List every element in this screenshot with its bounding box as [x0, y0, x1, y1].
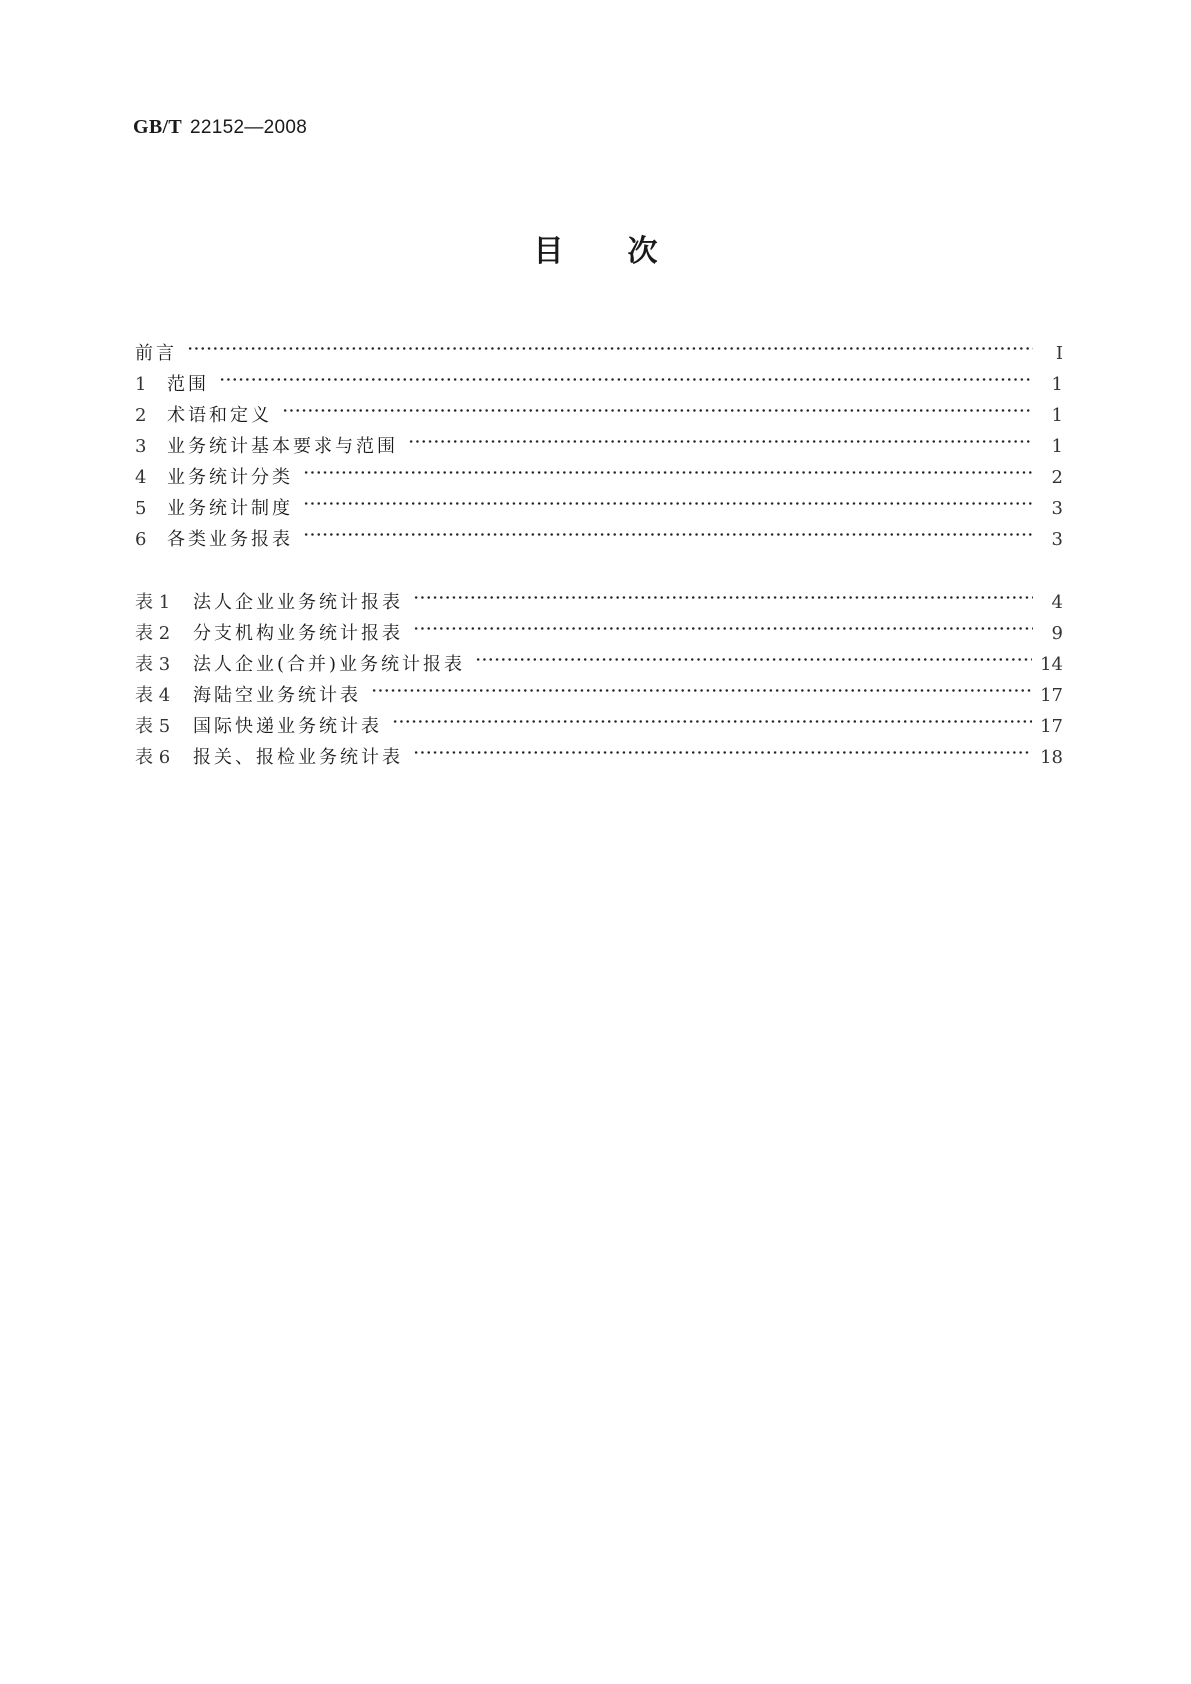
toc-entry-page: 1: [1051, 405, 1063, 426]
toc-entry-page: 17: [1040, 716, 1063, 737]
toc-entry-table-1[interactable]: [135, 577, 1063, 613]
toc-entry-number: 表 6: [135, 747, 171, 768]
toc-entry-number: 5: [135, 498, 147, 519]
toc-leader-dots: [303, 483, 1033, 514]
toc-entry-number: 4: [135, 467, 147, 488]
toc-entry-foreword[interactable]: [135, 328, 1063, 364]
toc-leader-dots: [303, 452, 1033, 483]
toc-tables-list: [135, 577, 1063, 768]
toc-leader-dots: [219, 359, 1033, 390]
toc-entry-label: 法人企业业务统计报表: [193, 592, 403, 613]
toc-leader-dots: [408, 421, 1033, 452]
toc-entry-page: 3: [1051, 529, 1063, 550]
toc-entry-label: 分支机构业务统计报表: [193, 623, 403, 644]
toc-entry-page: 14: [1040, 654, 1063, 675]
standard-header: [133, 116, 307, 139]
standard-prefix: GB/T: [133, 116, 182, 138]
toc-entry-number: 6: [135, 529, 147, 550]
toc-entry-number: 表 1: [135, 592, 171, 613]
toc-entry-label: 业务统计分类: [167, 467, 293, 488]
toc-entry-number: 表 4: [135, 685, 171, 706]
toc-leader-dots: [371, 670, 1032, 701]
page-title-char-2: 次: [627, 234, 658, 269]
toc-leader-dots: [303, 514, 1033, 545]
toc-entry-page: 3: [1051, 498, 1063, 519]
toc-entry-page: 1: [1051, 374, 1063, 395]
toc-leader-dots: [282, 390, 1033, 421]
toc-entry-page: 1: [1051, 436, 1063, 457]
toc-entry-section-1[interactable]: [135, 359, 1063, 395]
toc-entry-label: 业务统计制度: [167, 498, 293, 519]
toc-entry-label: 各类业务报表: [167, 529, 293, 550]
page-title-char-1: 目: [533, 234, 564, 269]
toc-entry-number: 2: [135, 405, 147, 426]
toc-leader-dots: [413, 732, 1032, 763]
toc-entry-page: 9: [1051, 623, 1063, 644]
toc-entry-number: 3: [135, 436, 147, 457]
toc-entry-page: I: [1055, 343, 1063, 364]
toc-entry-label: 术语和定义: [167, 405, 272, 426]
toc-entry-label: 国际快递业务统计表: [193, 716, 382, 737]
toc-leader-dots: [413, 577, 1033, 608]
page-title: [0, 226, 1191, 270]
toc-sections-list: [135, 328, 1063, 550]
toc-leader-dots: [187, 328, 1033, 359]
toc-entry-label: 业务统计基本要求与范围: [167, 436, 398, 457]
toc-entry-number: 表 3: [135, 654, 171, 675]
toc-entry-number: 表 2: [135, 623, 171, 644]
toc-entry-page: 4: [1051, 592, 1063, 613]
toc-entry-label: 海陆空业务统计表: [193, 685, 361, 706]
toc-entry-page: 2: [1051, 467, 1063, 488]
toc-entry-label: 报关、报检业务统计表: [193, 747, 403, 768]
toc-entry-label: 范围: [167, 374, 209, 395]
toc-entry-number: 1: [135, 374, 147, 395]
toc-entry-label: 前言: [135, 343, 177, 364]
toc-entry-label: 法人企业(合并)业务统计报表: [193, 654, 466, 675]
toc-leader-dots: [413, 608, 1033, 639]
toc-entry-page: 18: [1040, 747, 1063, 768]
standard-number: 22152—2008: [190, 117, 308, 138]
toc-entry-number: 表 5: [135, 716, 171, 737]
toc-leader-dots: [392, 701, 1032, 732]
toc-entry-section-3[interactable]: [135, 421, 1063, 457]
toc-leader-dots: [475, 639, 1032, 670]
toc-entry-page: 17: [1040, 685, 1063, 706]
toc-entry-section-2[interactable]: [135, 390, 1063, 426]
